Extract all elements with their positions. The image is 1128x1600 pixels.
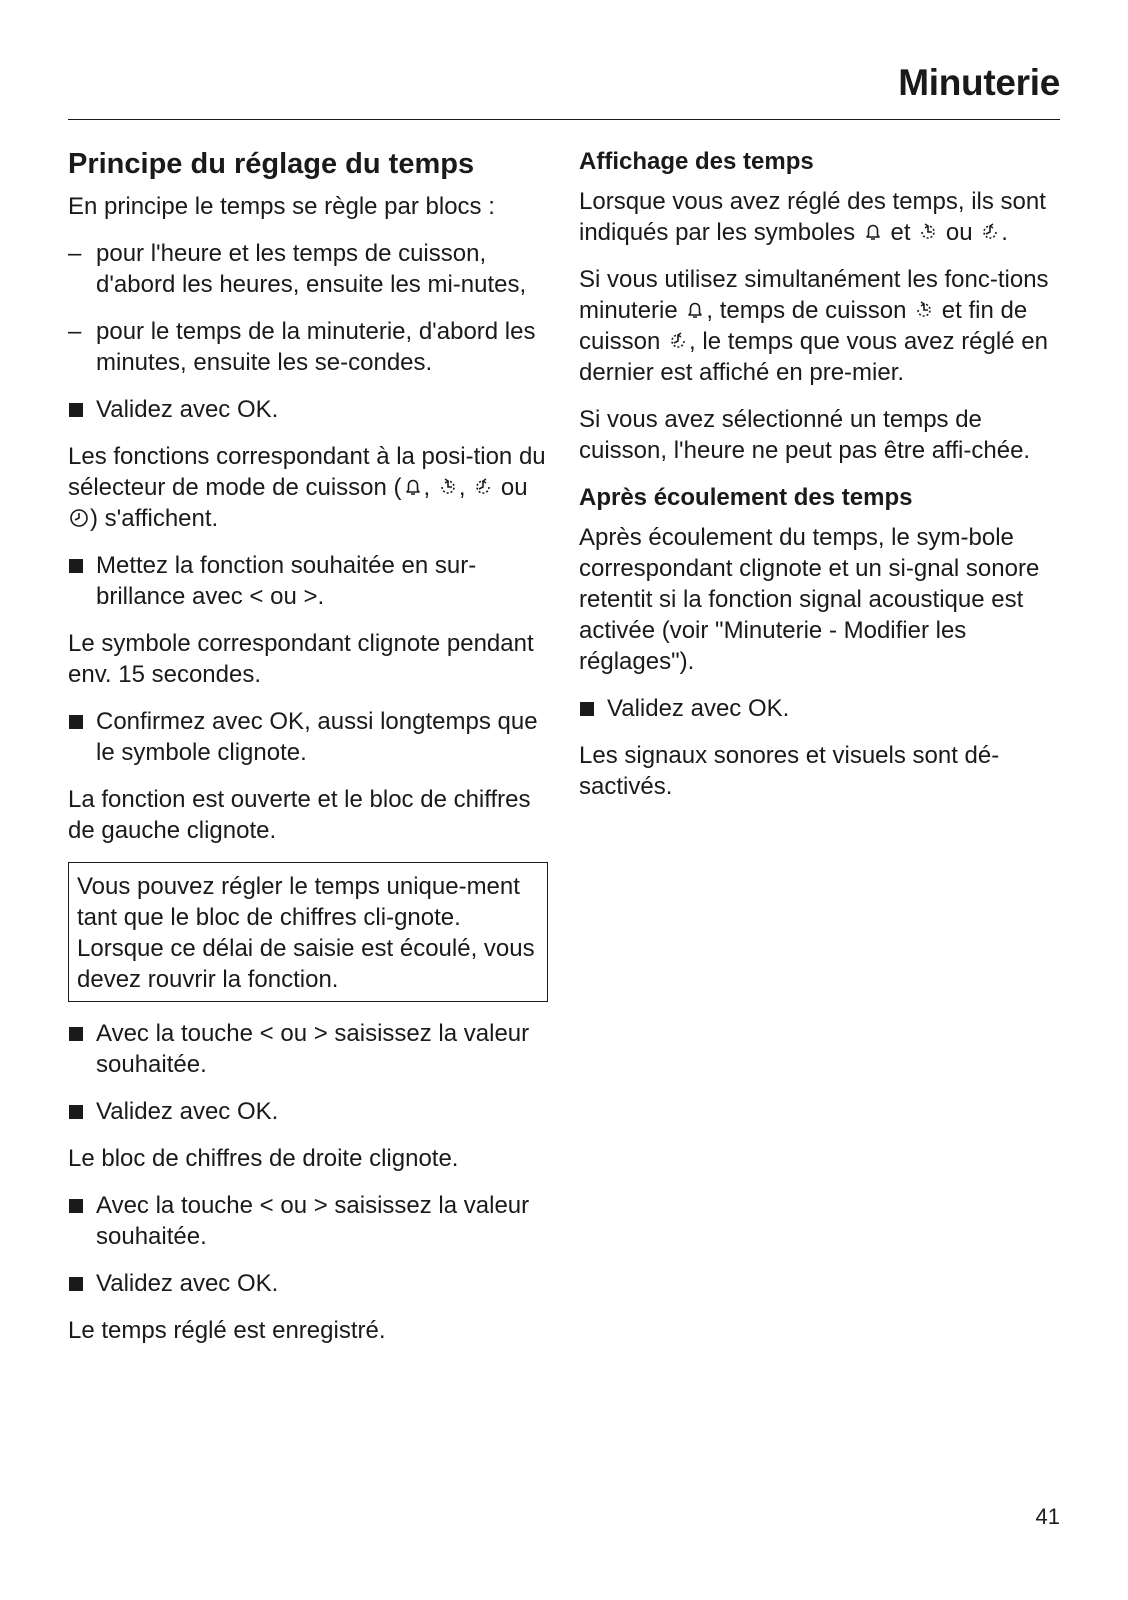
right-column: [579, 146, 1060, 818]
square-bullet-icon: [580, 702, 594, 716]
bell-icon: [862, 221, 884, 243]
step-item: [68, 1190, 548, 1252]
paragraph-text: Les fonctions correspondant à la posi-tion du sélecteur de mode de cuisson (: [68, 443, 546, 501]
square-bullet-icon: [69, 715, 83, 729]
list-item: [68, 316, 548, 378]
paragraph: [579, 264, 1060, 388]
left-column: [68, 146, 548, 1362]
step-item: [68, 394, 548, 425]
page-number: 41: [1035, 1504, 1060, 1529]
paragraph: [579, 186, 1060, 248]
dash-marker: –: [68, 318, 82, 345]
bell-icon: [402, 476, 424, 498]
paragraph: La fonction est ouverte et le bloc de chiffres de gauche clignote.: [68, 786, 531, 844]
note-box: Vous pouvez régler le temps unique-ment tant que le bloc de chiffres cli-gnote. Lorsque ce délai de saisie est écoulé, vous devez rouvrir la fonction.: [68, 862, 548, 1002]
list-item-text: pour l'heure et les temps de cuisson, d'abord les heures, ensuite les mi-nutes,: [96, 240, 527, 298]
step-text: Avec la touche < ou > saisissez la valeur souhaitée.: [96, 1020, 530, 1078]
step-item: [68, 1096, 548, 1127]
cooking-time-icon: [437, 476, 459, 498]
step-item: [68, 706, 548, 768]
step-item: [68, 1268, 548, 1299]
paragraph-text: ,: [458, 474, 473, 501]
step-text: Mettez la fonction souhaitée en sur-brillance avec < ou >.: [96, 552, 477, 610]
intro-text: En principe le temps se règle par blocs :: [68, 193, 495, 220]
cooking-time-icon: [917, 221, 939, 243]
subheading: Affichage des temps: [579, 148, 814, 175]
step-text: Avec la touche < ou > saisissez la valeur souhaitée.: [96, 1192, 530, 1250]
list-item-text: pour le temps de la minuterie, d'abord les minutes, ensuite les se-condes.: [96, 318, 536, 376]
paragraph-text: ou: [939, 219, 980, 246]
paragraph-text: ,: [423, 474, 437, 501]
paragraph-text: , le temps que vous avez réglé en dernier est affiché en pre-mier.: [579, 328, 1048, 386]
step-text: Validez avec OK.: [607, 695, 790, 722]
step-text: Validez avec OK.: [96, 1270, 279, 1297]
paragraph-text: Si vous utilisez simultanément les fonc-tions minuterie: [579, 266, 1049, 324]
paragraph: Les signaux sonores et visuels sont dé-sactivés.: [579, 742, 1000, 800]
paragraph: Le symbole correspondant clignote pendant env. 15 secondes.: [68, 630, 534, 688]
paragraph-text: ou: [494, 474, 528, 501]
dash-marker: –: [68, 240, 82, 267]
list-item: [68, 238, 548, 300]
bell-icon: [684, 299, 706, 321]
step-text: Validez avec OK.: [96, 396, 279, 423]
step-text: Confirmez avec OK, aussi longtemps que le symbole clignote.: [96, 708, 538, 766]
page-title: Minuterie: [898, 62, 1060, 103]
square-bullet-icon: [69, 559, 83, 573]
square-bullet-icon: [69, 1105, 83, 1119]
paragraph-text: Lorsque vous avez réglé des temps, ils sont indiqués par les symboles: [579, 188, 1046, 246]
cooking-time-icon: [913, 299, 935, 321]
square-bullet-icon: [69, 403, 83, 417]
square-bullet-icon: [69, 1027, 83, 1041]
paragraph: Après écoulement du temps, le sym-bole correspondant clignote et un si-gnal sonore retentit si la fonction signal acoustique est activée (voir "Minuterie - Modifier les réglages").: [579, 524, 1040, 675]
end-time-icon: [667, 330, 689, 352]
paragraph-text: et: [883, 219, 918, 246]
paragraph: Le temps réglé est enregistré.: [68, 1317, 386, 1344]
section-title: Principe du réglage du temps: [68, 148, 475, 180]
paragraph-text: , temps de cuisson: [706, 297, 914, 324]
step-item: [68, 550, 548, 612]
subheading: Après écoulement des temps: [579, 484, 913, 511]
paragraph-text: ) s'affichent.: [90, 505, 219, 532]
header-divider: [68, 119, 1060, 120]
end-time-icon: [472, 476, 494, 498]
paragraph: [68, 441, 548, 534]
step-item: [579, 693, 1060, 724]
paragraph-text: et fin de cuisson: [579, 297, 1028, 355]
paragraph: Si vous avez sélectionné un temps de cuisson, l'heure ne peut pas être affi-chée.: [579, 406, 1031, 464]
step-item: [68, 1018, 548, 1080]
square-bullet-icon: [69, 1199, 83, 1213]
paragraph-text: .: [1001, 219, 1008, 246]
clock-icon: [68, 507, 90, 529]
square-bullet-icon: [69, 1277, 83, 1291]
step-text: Validez avec OK.: [96, 1098, 279, 1125]
end-time-icon: [979, 221, 1001, 243]
paragraph: Le bloc de chiffres de droite clignote.: [68, 1145, 459, 1172]
